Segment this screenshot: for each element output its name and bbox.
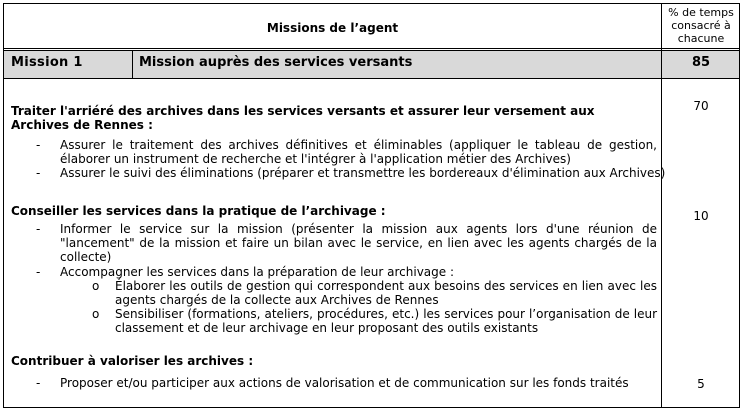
- section-1-item-1: Assurer le traitement des archives définitives et éliminables (appliquer le tableau de gestion, élaborer un instrument de recherche et l'intégrer à l'application métier des Archives): [60, 138, 657, 166]
- rule-header-bottom: [4, 48, 739, 49]
- section-2-subitem-2: Sensibiliser (formations, ateliers, procédures, etc.) les services pour l’organisation de leur classement et de leur archivage en leur proposant des outils existants: [115, 307, 657, 335]
- missions-table: [3, 3, 740, 408]
- section-1-percent: 70: [693, 99, 709, 113]
- section-3-item-1-dash: -: [36, 376, 41, 390]
- section-2-subitem-1-circle: o: [92, 279, 100, 293]
- mission-total: 85: [691, 55, 711, 70]
- rule-mission-divider: [132, 50, 133, 79]
- rule-mission-bottom: [4, 78, 739, 79]
- mission-label: Mission 1: [11, 55, 83, 70]
- section-2-subitem-1: Élaborer les outils de gestion qui correspondent aux besoins des services en lien avec les agents chargés de la collecte aux Archives de Rennes: [115, 279, 657, 307]
- section-2-item-2: Accompagner les services dans la préparation de leur archivage :: [60, 265, 455, 279]
- section-1-item-1-dash: -: [36, 138, 41, 152]
- section-3-item-1: Proposer et/ou participer aux actions de valorisation et de communication sur les fonds traités: [60, 376, 629, 390]
- section-1-item-2: Assurer le suivi des éliminations (préparer et transmettre les bordereaux d'élimination aux Archives): [60, 166, 666, 180]
- section-1-item-2-dash: -: [36, 166, 41, 180]
- section-2-item-1-dash: -: [36, 222, 41, 236]
- section-3-title: Contribuer à valoriser les archives :: [11, 354, 254, 368]
- section-3-percent: 5: [697, 377, 705, 391]
- header-time-column: % de temps consacré à chacune: [668, 6, 734, 45]
- header-title: Missions de l’agent: [266, 21, 399, 35]
- section-2-item-1: Informer le service sur la mission (présenter la mission aux agents lors d'une réunion de "lancement" de la mission et faire un bilan avec le service, en lien avec les agents chargés de la collecte): [60, 222, 657, 264]
- section-2-subitem-2-circle: o: [92, 307, 100, 321]
- section-2-item-2-dash: -: [36, 265, 41, 279]
- rule-header-bottom-2: [4, 50, 739, 51]
- mission-name: Mission auprès des services versants: [139, 55, 413, 70]
- section-2-percent: 10: [693, 209, 709, 223]
- section-1-title: Traiter l'arriéré des archives dans les services versants et assurer leur versement aux Archives de Rennes :: [11, 104, 595, 132]
- section-2-title: Conseiller les services dans la pratique de l’archivage :: [11, 204, 386, 218]
